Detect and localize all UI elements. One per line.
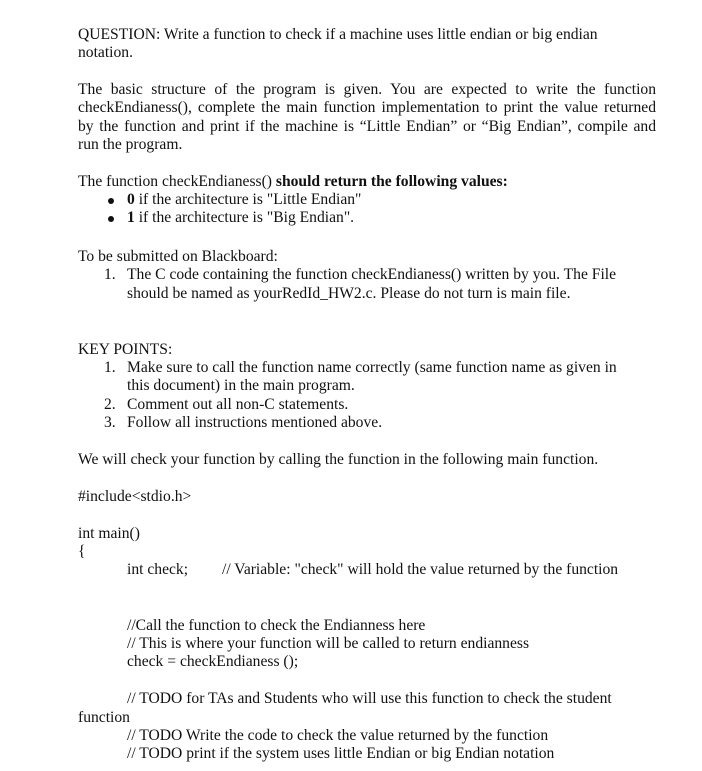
code-call-comment-1: //Call the function to check the Endianness here [127,617,426,634]
return-desc: if the architecture is "Big Endian". [134,209,355,226]
key-point-number: 2. [104,396,116,413]
code-declaration-comment: // Variable: "check" will hold the value returned by the function [222,561,619,578]
key-point-number: 1. [104,359,116,376]
return-desc: if the architecture is "Little Endian" [134,191,362,208]
code-main-signature: int main() [78,525,140,542]
submission-item-number: 1. [104,266,116,283]
code-declaration: int check; [127,561,189,578]
key-point-line-1: Make sure to call the function name correctly (same function name as given in [127,359,617,376]
intro-line-2: checkEndianess(), complete the main function implementation to print the value returned [78,99,656,116]
code-todo-1: // TODO for TAs and Students who will use this function to check the student [127,690,612,707]
intro-line-1: The basic structure of the program is given. You are expected to write the function [78,81,656,98]
key-point-line-1: Follow all instructions mentioned above. [127,414,383,431]
returns-prefix: The function checkEndianess() [78,173,276,190]
question-line-2: notation. [78,44,134,61]
key-point-number: 3. [104,414,116,431]
return-item-1 [127,209,354,227]
code-todo-1-wrap: function [78,709,130,726]
question-line-1: QUESTION: Write a function to check if a machine uses little endian or big endian [78,26,598,43]
intro-line-4: run the program. [78,136,183,153]
key-point-line-2: this document) in the main program. [127,377,355,394]
key-point-line-1: Comment out all non-C statements. [127,396,349,413]
submission-item-line-2: should be named as yourRedId_HW2.c. Please do not turn is main file. [127,285,571,302]
key-points-heading: KEY POINTS: [78,341,173,358]
code-call-statement: check = checkEndianess (); [127,653,299,670]
bullet-dot [108,198,114,204]
check-note: We will check your function by calling the function in the following main function. [78,451,599,468]
return-value: 1 [127,209,135,226]
submission-heading: To be submitted on Blackboard: [78,248,278,265]
intro-line-3: by the function and print if the machine is “Little Endian” or “Big Endian”, compile and [78,118,656,135]
returns-heading [78,173,508,191]
code-call-comment-2: // This is where your function will be called to return endianness [127,635,530,652]
submission-item-line-1: The C code containing the function checkEndianess() written by you. The File [127,266,617,283]
return-value: 0 [127,191,135,208]
code-include: #include<stdio.h> [78,488,192,505]
code-open-brace: { [78,543,86,560]
returns-bold: should return the following values: [275,173,508,190]
code-todo-2: // TODO Write the code to check the value returned by the function [127,727,549,744]
code-todo-3: // TODO print if the system uses little Endian or big Endian notation [127,745,555,762]
bullet-dot [108,216,114,222]
return-item-0 [127,191,361,209]
